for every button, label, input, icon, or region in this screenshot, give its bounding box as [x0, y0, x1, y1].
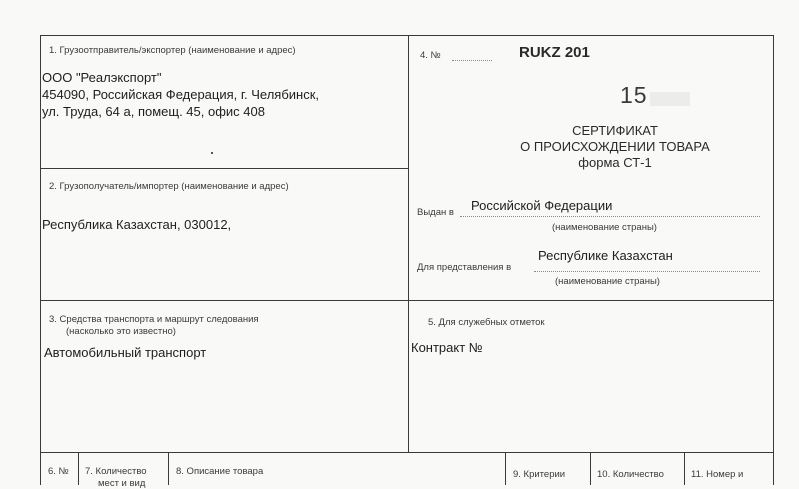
issued-in-hint: (наименование страны)	[552, 222, 657, 233]
outer-top-border	[40, 35, 774, 36]
presented-to-dots	[534, 271, 760, 272]
presented-to-hint: (наименование страны)	[555, 276, 660, 287]
issued-in-country: Российской Федерации	[471, 198, 613, 213]
box5-label: 5. Для служебных отметок	[428, 317, 545, 328]
col8-divider	[505, 452, 506, 485]
presented-to-label: Для представления в	[417, 262, 512, 273]
box1-label: 1. Грузоотправитель/экспортер (наименование и адрес)	[49, 45, 296, 56]
col11-header: 11. Номер и	[691, 469, 744, 480]
col7-header-line2: мест и вид	[98, 478, 146, 489]
scan-speck	[650, 92, 690, 106]
transport-mode: Автомобильный транспорт	[44, 345, 207, 360]
box1-bottom-border	[40, 168, 408, 169]
exporter-address-line2: ул. Труда, 64 а, помещ. 45, офис 408	[42, 104, 265, 119]
box4-number-dots	[452, 60, 492, 61]
outer-right-border	[773, 35, 774, 485]
contract-number: Контракт №	[411, 340, 483, 355]
issued-in-dots	[460, 216, 760, 217]
exporter-name: ООО "Реалэкспорт"	[42, 70, 162, 85]
box2-label: 2. Грузополучатель/импортер (наименование и адрес)	[49, 181, 289, 192]
col7-header: 7. Количество	[85, 466, 147, 477]
certificate-form-name: форма СТ-1	[578, 155, 652, 170]
col10-divider	[684, 452, 685, 485]
box3-label-note: (насколько это известно)	[66, 326, 176, 337]
col6-divider	[78, 452, 79, 485]
certificate-subtitle: О ПРОИСХОЖДЕНИИ ТОВАРА	[520, 139, 710, 154]
col10-header: 10. Количество	[597, 469, 664, 480]
consignee-address: Республика Казахстан, 030012,	[42, 217, 232, 232]
row2-bottom-border	[40, 300, 774, 301]
box4-label: 4. №	[420, 50, 441, 61]
col8-header: 8. Описание товара	[176, 466, 264, 477]
certificate-date-fragment: 15	[620, 82, 648, 108]
row3-bottom-border	[40, 452, 774, 453]
certificate-number: RUKZ 201	[519, 44, 590, 61]
col7-divider	[168, 452, 169, 485]
certificate-title: СЕРТИФИКАТ	[572, 123, 658, 138]
presented-to-country: Республике Казахстан	[538, 248, 673, 263]
issued-in-label: Выдан в	[417, 207, 454, 218]
col9-header: 9. Критерии	[513, 469, 566, 480]
col6-header: 6. №	[48, 466, 69, 477]
exporter-address-line1: 454090, Российская Федерация, г. Челябинск,	[42, 87, 320, 102]
scan-speck	[211, 152, 213, 154]
box3-label: 3. Средства транспорта и маршрут следования	[49, 314, 259, 325]
center-divider	[408, 35, 409, 452]
outer-left-border	[40, 35, 41, 485]
col9-divider	[590, 452, 591, 485]
